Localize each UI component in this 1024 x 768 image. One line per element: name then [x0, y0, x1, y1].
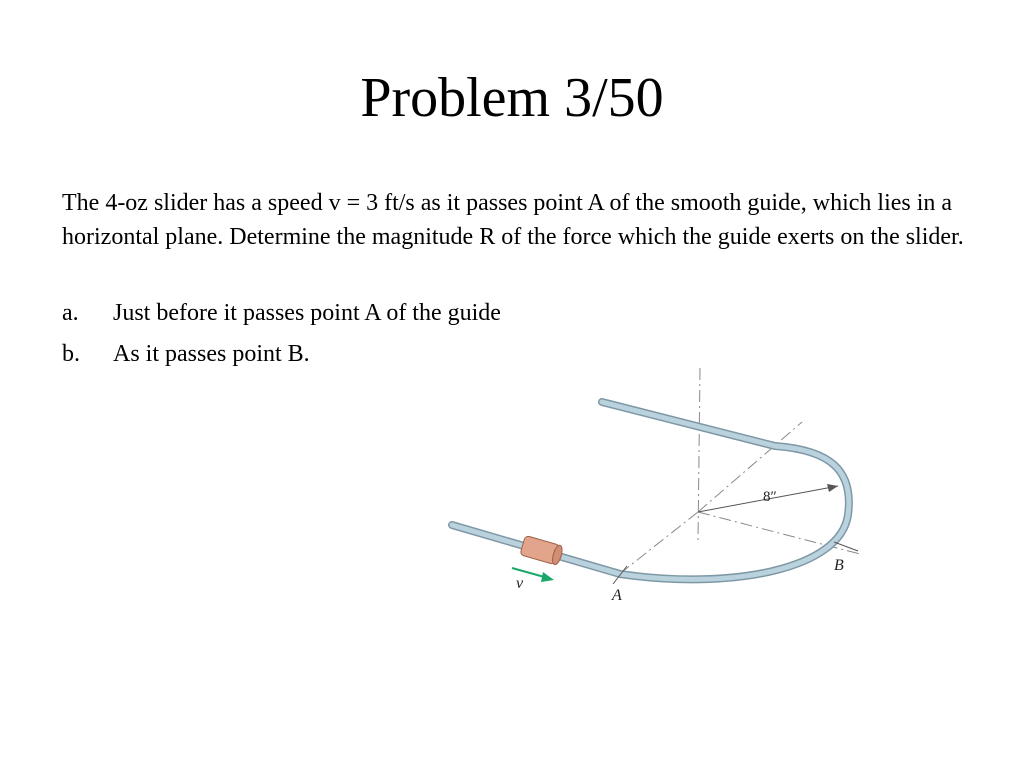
radius-arrowhead — [827, 484, 838, 492]
radius-label: 8″ — [763, 489, 777, 505]
radius-line-to-b — [698, 512, 860, 554]
guide-rod-outline — [452, 402, 849, 579]
list-marker: a. — [62, 300, 79, 326]
slider-collar — [520, 535, 564, 565]
problem-statement: The 4-oz slider has a speed v = 3 ft/s as it passes point A of the smooth guide, which lies in a horizontal plane. Determine the magnitude R of the force which the guide exerts on the slider. — [62, 190, 964, 250]
radius-line-upper — [698, 422, 802, 512]
point-b-tick — [834, 542, 858, 551]
guide-figure — [430, 360, 880, 610]
point-b-label: B — [834, 557, 844, 574]
guide-rod — [452, 402, 849, 579]
list-marker: b. — [62, 341, 80, 367]
velocity-label: v — [516, 575, 524, 592]
point-a-label: A — [612, 587, 622, 604]
list-item — [62, 296, 762, 330]
slide-title: Problem 3/50 — [360, 67, 664, 129]
list-item-text: Just before it passes point A of the guide — [113, 300, 501, 326]
vertical-center-line — [698, 368, 700, 540]
list-item-text: As it passes point B. — [113, 341, 310, 367]
velocity-arrowhead — [541, 572, 554, 582]
radius-line-to-a — [622, 512, 698, 572]
